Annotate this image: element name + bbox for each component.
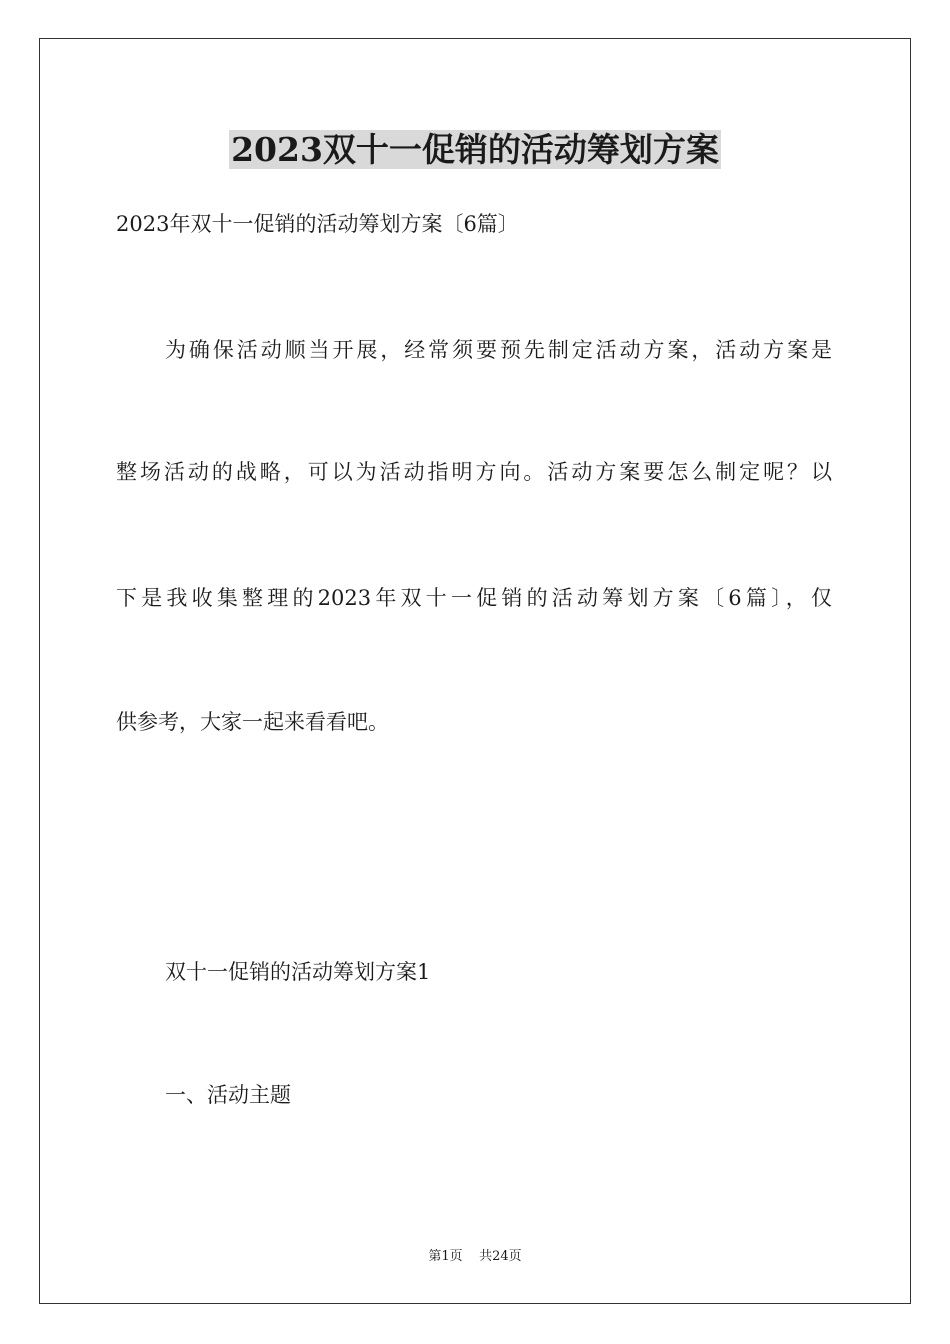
document-title xyxy=(0,124,950,176)
document-subtitle: 2023年双十一促销的活动筹划方案〔6篇〕 xyxy=(116,212,519,236)
page-footer: 第1页 共24页 xyxy=(428,1249,522,1264)
document-title-text: 2023双十一促销的活动筹划方案 xyxy=(231,130,719,169)
intro-line-3: 下是我收集整理的2023年双十一促销的活动筹划方案〔6篇〕，仅 xyxy=(116,586,832,610)
intro-line-2: 整场活动的战略，可以为活动指明方向。活动方案要怎么制定呢？以 xyxy=(116,460,832,484)
intro-line-1: 为确保活动顺当开展，经常须要预先制定活动方案，活动方案是 xyxy=(165,338,832,362)
intro-line-4: 供参考，大家一起来看看吧。 xyxy=(116,710,389,734)
section-heading: 双十一促销的活动筹划方案1 xyxy=(165,960,431,984)
sub-heading: 一、活动主题 xyxy=(165,1083,291,1107)
